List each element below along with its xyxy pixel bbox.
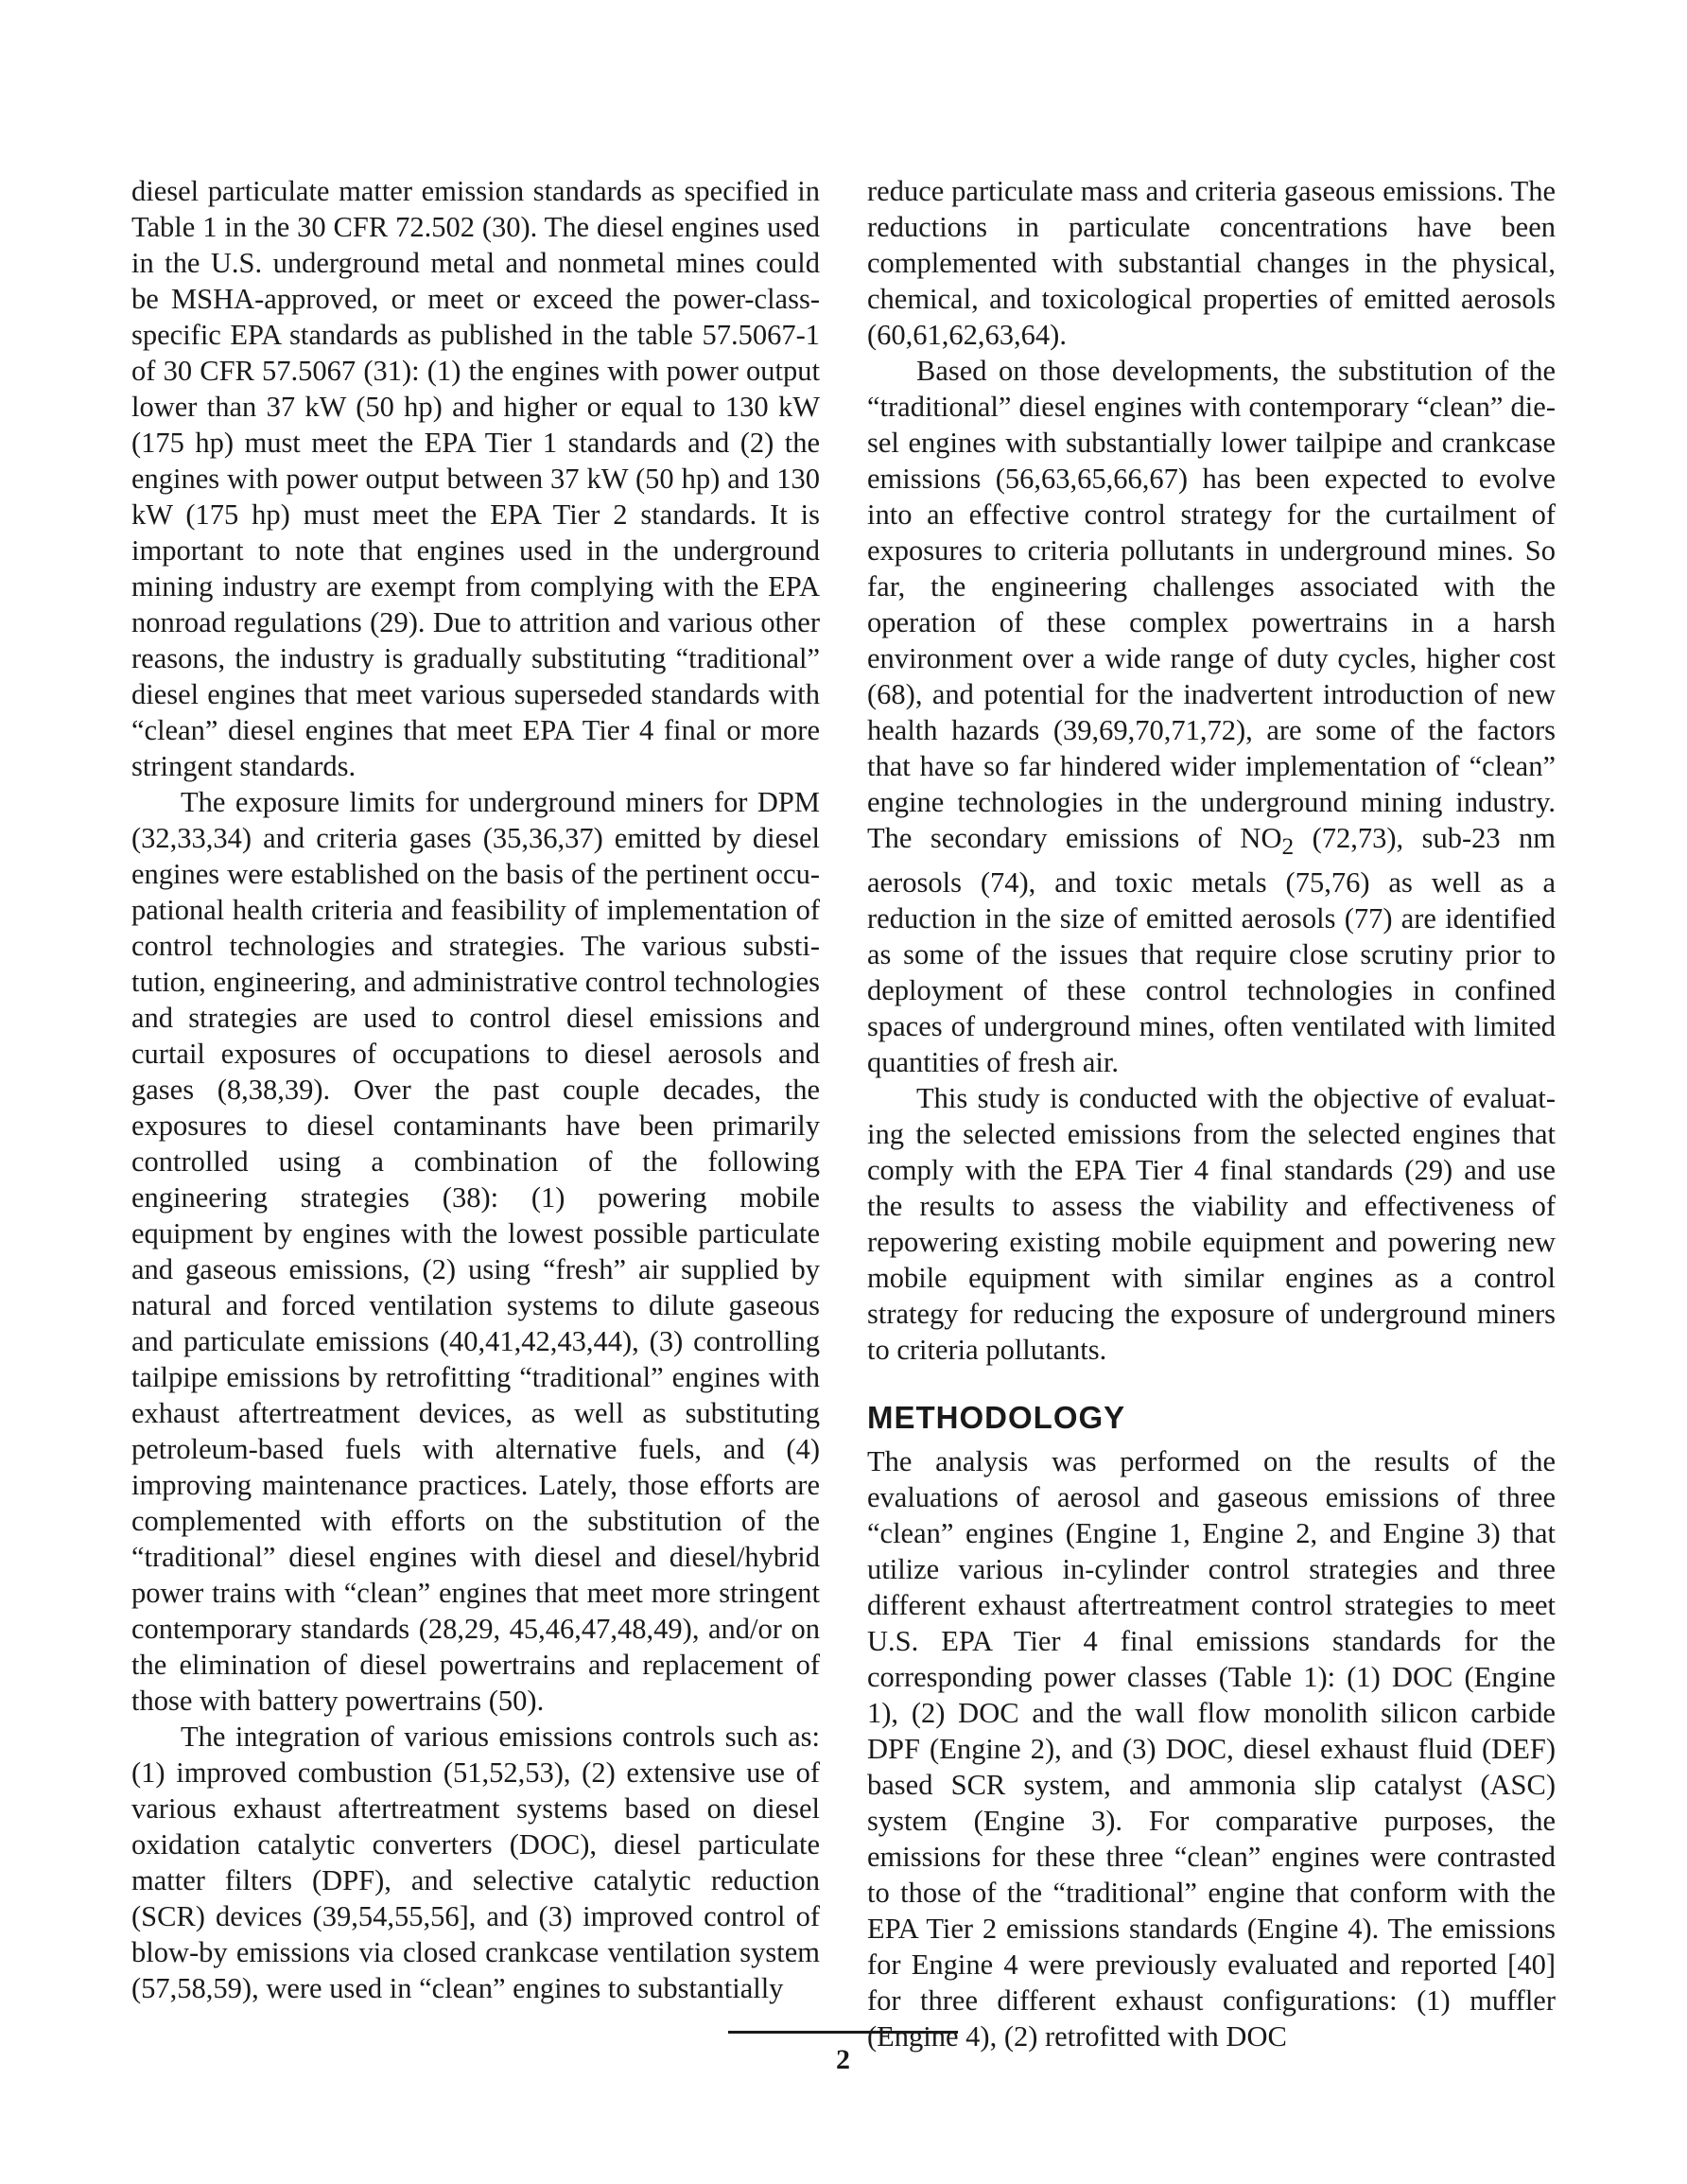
left-column (131, 173, 820, 2006)
body-paragraph: The exposure limits for underground miners for DPM (32,33,34) and criteria gases (35,36,37) emitted by diesel engines were established on the basis of the pertinent occupational health criteria and feasibility of implementation of control technologies and strategies. The various substitution, engineering, and administrative control technologies and strategies are used to control diesel emissions and curtail exposures of occupations to diesel aerosols and gases (8,38,39). Over the past couple decades, the exposures to diesel contaminants have been primarily controlled using a combination of the following engineering strategies (38): (1) powering mobile equipment by engines with the lowest possible particulate and gaseous emissions, (2) using “fresh” air supplied by natural and forced ventilation systems to dilute gaseous and particulate emissions (40,41,42,43,44), (3) controlling tailpipe emissions by retrofitting “traditional” engines with exhaust aftertreatment devices, as well as substituting petroleum-based fuels with alternative fuels, and (4) improving maintenance practices. Lately, those efforts are complemented with efforts on the substitution of the “traditional” diesel engines with diesel and diesel/hybrid power trains with “clean” engines that meet more stringent contemporary standards (28,29, 45,46,47,48,49), and/or on the elimination of diesel powertrains and replacement of those with battery powertrains (50). (131, 786, 820, 1717)
body-paragraph: The integration of various emissions controls such as: (1) improved combustion (51,52,53), (2) extensive use of various exhaust aftertreatment systems based on diesel oxidation catalytic converters (DOC), diesel particulate matter filters (DPF), and selective catalytic reduction (SCR) devices (39,54,55,56], and (3) improved control of blow-by emissions via closed crankcase ventilation system (57,58,59), were used in “clean” engines to substantially (131, 1721, 820, 2004)
subscript: 2 (1281, 833, 1295, 861)
paragraph-text: (72,73), sub-23 nm aerosols (74), and toxic metals (75,76) as well as a reduction in the size of emitted aerosols (77) are identified as some of the issues that require close scrutiny prior to deployment of these control technologies in confined spaces of underground mines, often ventilated with limited quantities of fresh air. (867, 822, 1556, 1079)
body-paragraph: reduce particulate mass and criteria gaseous emissions. The reductions in particulate concentrations have been complemented with substantial changes in the physical, chemical, and toxicological properties of emitted aerosols (60,61,62,63,64). (867, 175, 1556, 351)
paragraph-text: Based on those developments, the substitution of the “traditional” diesel engines with contemporary “clean” diesel engines with substantially lower tailpipe and crankcase emissions (56,63,65,66,67) has been expected to evolve into an effective control strategy for the curtailment of exposures to criteria pollutants in underground mines. So far, the engineering challenges associated with the operation of these complex powertrains in a harsh environment over a wide range of duty cycles, higher cost (68), and potential for the inadvertent introduction of new health hazards (39,69,70,71,72), are some of the factors that have so far hindered wider implementation of “clean” engine technologies in the underground mining industry. The secondary emissions of NO (867, 355, 1556, 854)
page-number: 2 (836, 2044, 850, 2075)
body-paragraph: The analysis was performed on the results of the evaluations of aerosol and gaseous emissions of three “clean” engines (Engine 1, Engine 2, and Engine 3) that utilize various in-cylinder control strategies and three different exhaust aftertreatment control strategies to meet U.S. EPA Tier 4 final emissions standards for the corresponding power classes (Table 1): (1) DOC (Engine 1), (2) DOC and the wall flow monolith silicon carbide DPF (Engine 2), and (3) DOC, diesel exhaust fluid (DEF) based SCR system, and ammonia slip catalyst (ASC) system (Engine 3). For comparative purposes, the emissions for these three “clean” engines were contrasted to those of the “traditional” engine that conform with the EPA Tier 2 emissions standards (Engine 4). The emissions for Engine 4 were previously evaluated and reported [40] for three different exhaust configurations: (1) muffler (Engine 4), (2) retrofitted with DOC (867, 1445, 1556, 2053)
body-paragraph: This study is conducted with the objective of evaluating the selected emissions from the selected engines that comply with the EPA Tier 4 final standards (29) and use the results to assess the viability and effectiveness of repowering existing mobile equipment and powering new mobile equipment with similar engines as a control strategy for reducing the exposure of underground miners to criteria pollutants. (867, 1082, 1556, 1367)
body-paragraph: diesel particulate matter emission standards as specified in Table 1 in the 30 CFR 72.502 (30). The diesel engines used in the U.S. underground metal and nonmetal mines could be MSHA-approved, or meet or exceed the power-class-specific EPA standards as published in the table 57.5067-1 of 30 CFR 57.5067 (31): (1) the engines with power output lower than 37 kW (50 hp) and higher or equal to 130 kW (175 hp) must meet the EPA Tier 1 standards and (2) the engines with power output between 37 kW (50 hp) and 130 kW (175 hp) must meet the EPA Tier 2 standards. It is important to note that engines used in the underground mining industry are exempt from complying with the EPA nonroad regulations (29). Due to attrition and various other reasons, the industry is gradually substituting “traditional” diesel engines that meet various superseded standards with “clean” diesel engines that meet EPA Tier 4 final or more stringent standards. (131, 175, 820, 782)
right-column (867, 173, 1556, 2054)
footer-rule (728, 2031, 958, 2034)
section-heading: METHODOLOGY (867, 1400, 1126, 1436)
body-paragraph (867, 353, 1556, 1080)
